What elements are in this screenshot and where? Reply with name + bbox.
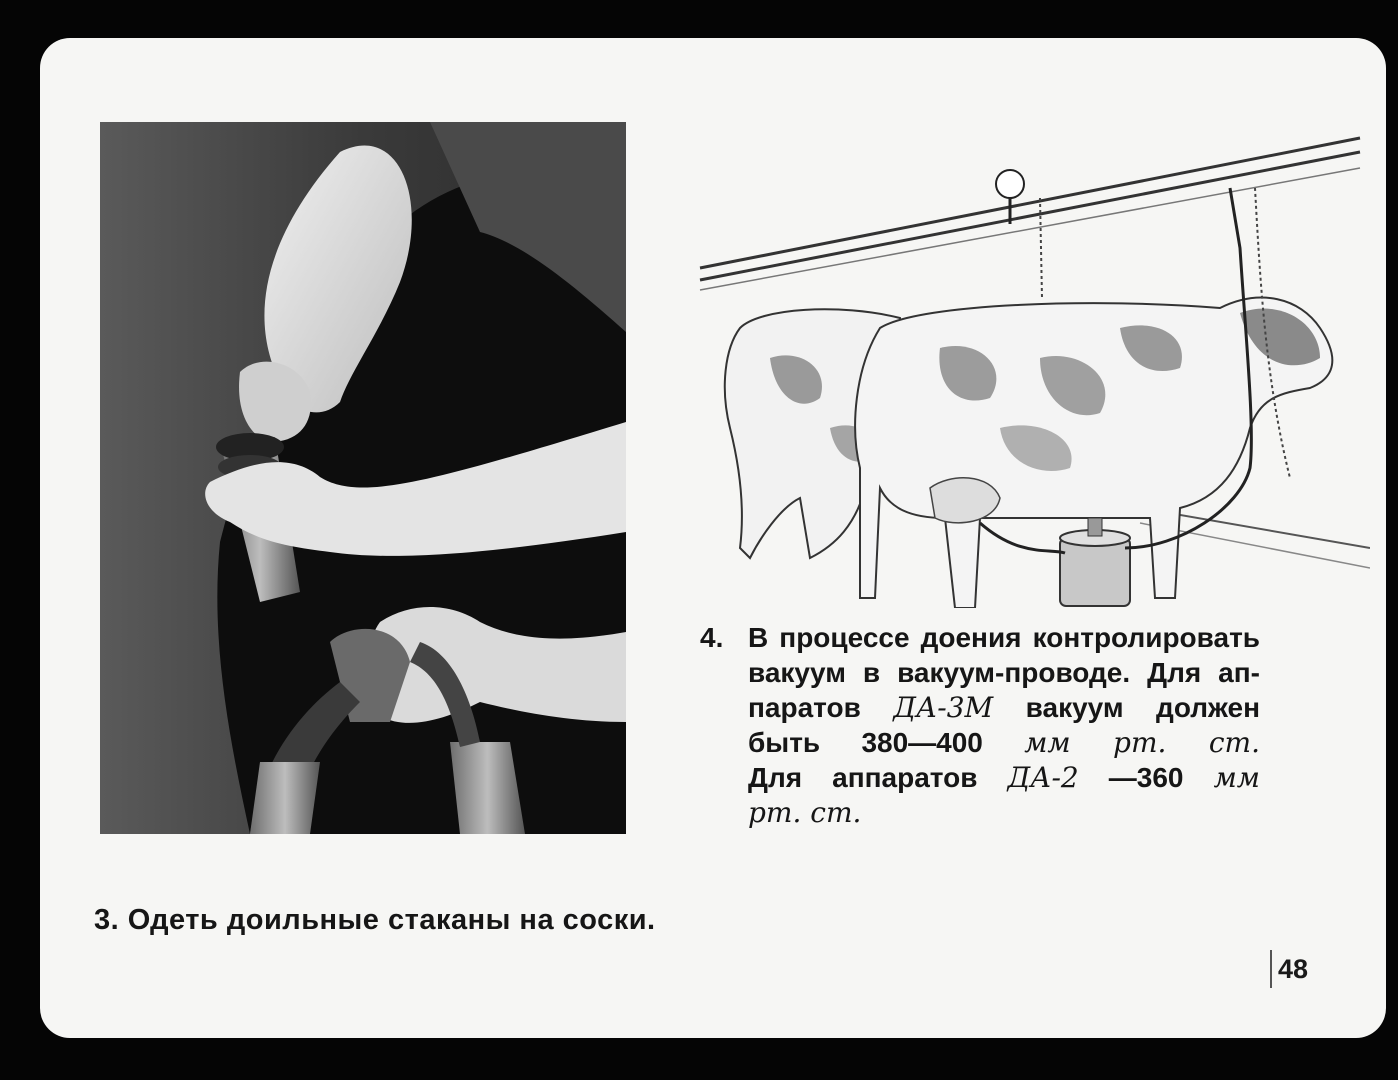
caption-step-4-number: 4. (700, 622, 724, 653)
page-number: 48 (1270, 950, 1308, 988)
filmstrip-frame (40, 38, 1386, 1038)
cows-vacuum-line-illustration (680, 128, 1370, 608)
caption-line: вакуум в вакуум-проводе. Для ап- (748, 657, 1260, 688)
udder-milking-cups-illustration (100, 122, 626, 834)
caption-line: паратов ДА-3М вакуум должен (748, 691, 1260, 724)
caption-step-4 (700, 620, 1260, 830)
caption-step-3: 3. Одеть доильные стаканы на соски. (94, 904, 656, 936)
caption-line: Для аппаратов ДА-2 —360 мм (748, 761, 1260, 794)
caption-line: быть 380—400 мм рт. ст. (748, 726, 1260, 759)
caption-line: рт. ст. (748, 796, 862, 829)
caption-line: В процессе доения контролировать (748, 622, 1260, 653)
